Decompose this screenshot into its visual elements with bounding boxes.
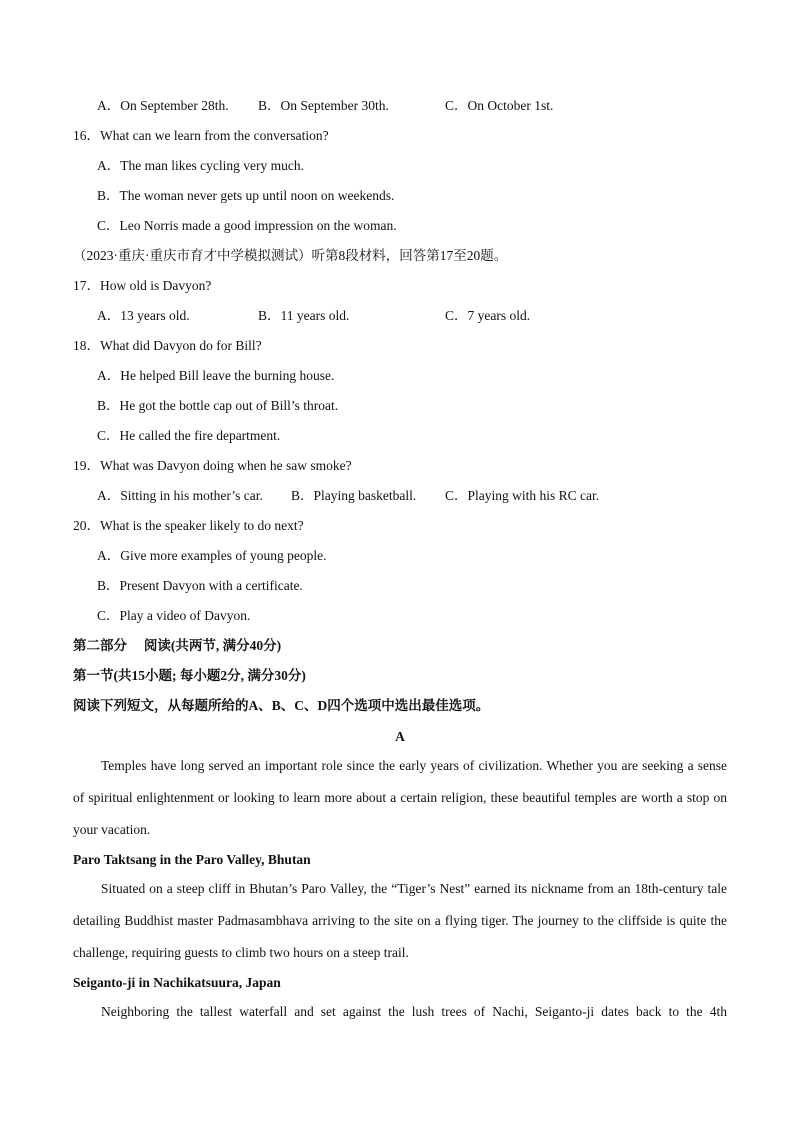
q17-option-b: B．11 years old. [258,308,350,323]
q19-question: 19．What was Davyon doing when he saw smoke? [73,458,352,473]
q15-option-b: B．On September 30th. [258,98,389,113]
q18-option-a: A．He helped Bill leave the burning house. [97,368,335,383]
passage-heading-paro: Paro Taktsang in the Paro Valley, Bhutan [73,852,311,867]
q19-option-b: B．Playing basketball. [291,488,417,503]
q20-option-a: A．Give more examples of young people. [97,548,327,563]
q15-option-a: A．On September 28th. [97,98,229,113]
passage-paragraph-paro: Situated on a steep cliff in Bhutan’s Paro Valley, the “Tiger’s Nest” earned its nickname from an 18th-century tale detailing Buddhist master Padmasambhava arriving to the site on a flying tiger. The journey to the cliffside is quite the challenge, requiring guests to climb two hours on a steep trail. [73,881,727,960]
q18-option-c: C．He called the fire department. [97,428,281,443]
section1-heading: 第一节(共15小题; 每小题2分, 满分30分) [73,668,306,683]
q17-question: 17．How old is Davyon? [73,278,212,293]
q18-question: 18．What did Davyon do for Bill? [73,338,262,353]
q19-option-a: A．Sitting in his mother’s car. [97,488,263,503]
passage-heading-seiganto: Seiganto-ji in Nachikatsuura, Japan [73,975,281,990]
passage-intro: Temples have long served an important role since the early years of civilization. Whether you are seeking a sense of spiritual enlightenment or looking to learn more about a certain religion, these beautiful temples are worth a stop on your vacation. [73,758,727,837]
q20-option-b: B．Present Davyon with a certificate. [97,578,303,593]
q18-option-b: B．He got the bottle cap out of Bill’s throat. [97,398,339,413]
q16-question: 16．What can we learn from the conversation? [73,128,329,143]
q17-option-a: A．13 years old. [97,308,190,323]
q15-option-c: C．On October 1st. [445,98,554,113]
part2-heading: 第二部分 阅读(共两节, 满分40分) [73,638,282,653]
passage-paragraph-seiganto: Neighboring the tallest waterfall and set against the lush trees of Nachi, Seiganto-ji dates back to the 4th [101,1004,727,1019]
reading-instruction: 阅读下列短文，从每题所给的A、B、C、D四个选项中选出最佳选项。 [73,698,490,713]
q16-option-c: C．Leo Norris made a good impression on the woman. [97,218,397,233]
q17-option-c: C．7 years old. [445,308,531,323]
section-note: （2023·重庆·重庆市育才中学模拟测试）听第8段材料，回答第17至20题。 [73,248,508,263]
q20-question: 20．What is the speaker likely to do next? [73,518,304,533]
q16-option-a: A．The man likes cycling very much. [97,158,304,173]
q19-option-c: C．Playing with his RC car. [445,488,600,503]
q20-option-c: C．Play a video of Davyon. [97,608,251,623]
q16-option-b: B．The woman never gets up until noon on weekends. [97,188,395,203]
passage-label: A [395,729,405,744]
